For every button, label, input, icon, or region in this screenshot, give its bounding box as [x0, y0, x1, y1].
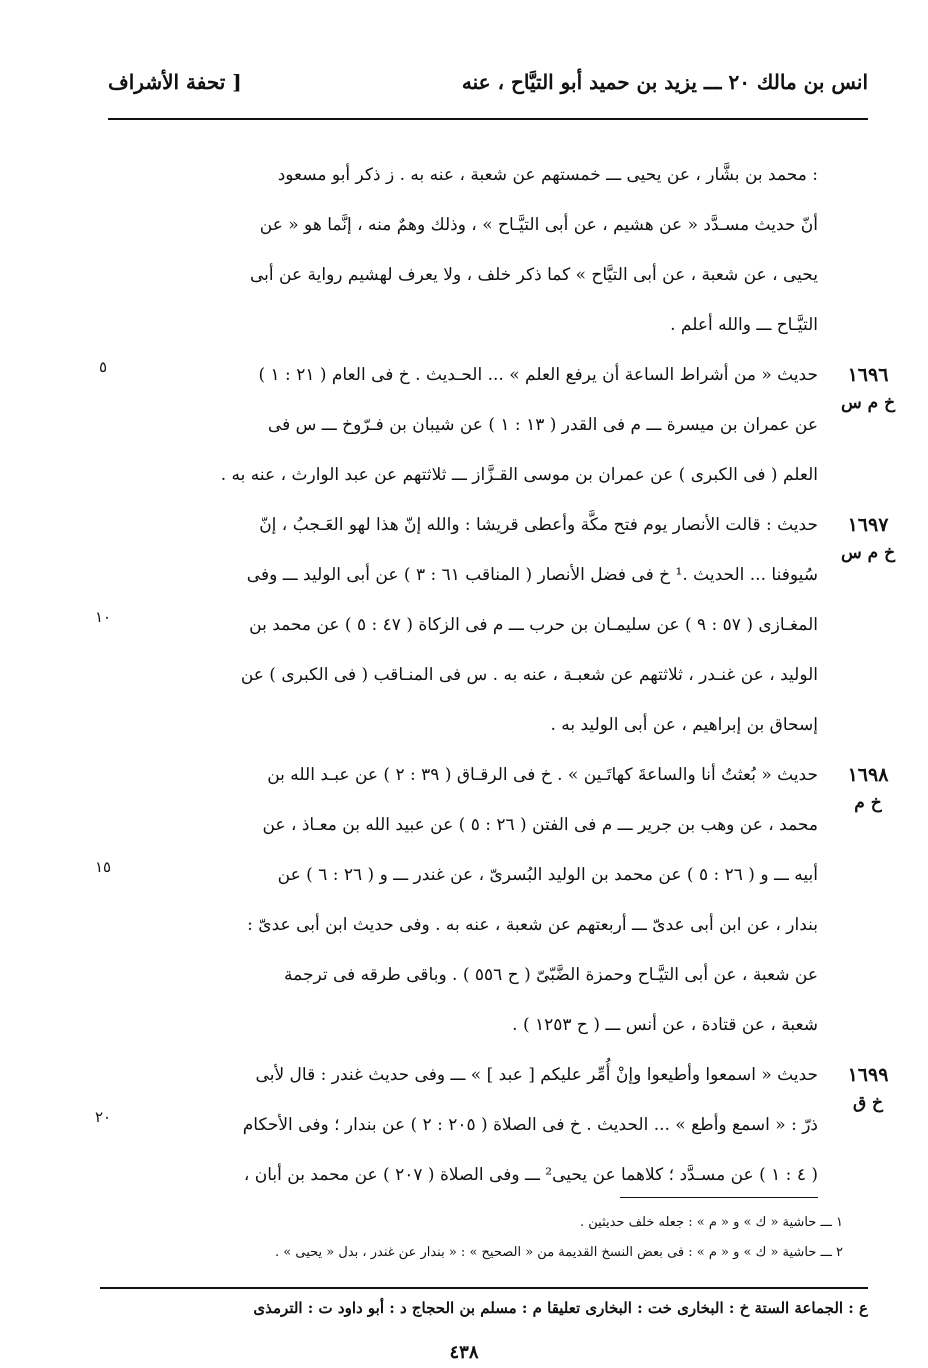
main-text — [94, 150, 896, 1200]
text-line: : محمد بن بشَّار ، عن يحيى ـــ خمستهم عن شعبة ، عنه به . ز ذكر أبو مسعود — [277, 165, 818, 185]
text-line: حديث : قالت الأنصار يوم فتح مكَّة وأعطى قريشا : والله إنّ هذا لهو العَـجبُ ، إنّ — [259, 515, 818, 535]
page-header — [108, 70, 868, 106]
footnote-rule — [620, 1197, 818, 1198]
entry-number: ١٦٩٩ — [847, 1064, 889, 1086]
margin-line-number: ١٥ — [94, 858, 112, 876]
text-line: محمد ، عن وهب بن جرير ـــ م فى الفتن ( ٢٦ : ٥ ) عن عبيد الله بن معـاذ ، عن — [262, 815, 818, 835]
entry-codes: خ م س — [840, 543, 896, 563]
footnote: ٢ ـــ حاشية « ك » و « م » : فى بعض النسخ القديمة من « الصحيح » : « بندار عن غندر ، بدل « يحيى » . — [275, 1245, 843, 1260]
entry-number: ١٦٩٦ — [847, 364, 889, 386]
header-rule — [108, 118, 868, 120]
entry-codes: خ ق — [852, 1093, 884, 1113]
text-line: عن عمران بن ميسرة ـــ م فى القدر ( ١٣ : ١ ) عن شيبان بن فـرّوخ ـــ س فى — [267, 415, 818, 435]
text-line: ذرّ : « اسمع وأطع » ... الحديث . خ فى الصلاة ( ٢٠٥ : ٢ ) عن بندار ؛ وفى الأحكام — [242, 1115, 818, 1135]
entry-codes: خ م — [854, 793, 882, 813]
text-line: بندار ، عن ابن أبى عدىّ ـــ أربعتهم عن شعبة ، عنه به . وفى حديث ابن أبى عدىّ : — [247, 915, 818, 935]
margin-line-number: ١٠ — [94, 608, 112, 626]
text-line: أنّ حديث مسـدَّد « عن هشيم ، عن أبى التيَّـاح » ، وذلك وهمٌ منه ، إنَّما هو « عن — [259, 215, 818, 235]
intro-paragraph — [118, 150, 818, 350]
abbreviations-legend: ع : الجماعة الستة خ : البخارى خت : البخارى تعليقا م : مسلم بن الحجاج د : أبو داود ت : الترمذى — [253, 1299, 868, 1317]
entry-number: ١٦٩٧ — [847, 514, 889, 536]
footnote: ١ ـــ حاشية « ك » و « م » : جعله خلف حديثين . — [579, 1215, 843, 1230]
entry-codes: خ م س — [840, 393, 896, 413]
text-line: ( ٤ : ١ ) عن مسـدَّد ؛ كلاهما عن يحيى² ـــ وفى الصلاة ( ٢٠٧ ) عن محمد بن أبان ، — [243, 1165, 818, 1185]
running-title: انس بن مالك ٢٠ ـــ يزيد بن حميد أبو التيَّاح ، عنه — [461, 70, 868, 94]
hadith-entry — [94, 1050, 889, 1200]
text-line: عن شعبة ، عن أبى التيَّـاح وحمزة الضَّبّىّ ( ح ٥٥٦ ) . وباقى طرقه فى ترجمة — [284, 965, 818, 985]
abbreviations-rule — [100, 1287, 868, 1289]
text-line: حديث « بُعثتُ أنا والساعةَ كهاتَـين » . خ فى الرقـاق ( ٣٩ : ٢ ) عن عبـد الله بن — [267, 765, 818, 785]
hadith-entry — [98, 350, 896, 500]
hadith-entry — [94, 750, 889, 1050]
margin-line-number: ٢٠ — [94, 1108, 112, 1126]
text-line: إسحاق بن إبراهيم ، عن أبى الوليد به . — [550, 715, 818, 735]
text-line: العلم ( فى الكبرى ) عن عمران بن موسى القـزَّاز ـــ ثلاثتهم عن عبد الوارث ، عنه به . — [220, 465, 818, 485]
text-line: التيَّـاح ـــ والله أعلم . — [670, 315, 818, 335]
book-title: [ تحفة الأشراف — [108, 70, 242, 94]
hadith-entry — [94, 500, 896, 750]
text-line: يحيى ، عن شعبة ، عن أبى التيَّاح » كما ذكر خلف ، ولا يعرف لهشيم رواية عن أبى — [250, 265, 818, 285]
margin-line-number: ٥ — [98, 358, 108, 376]
footnotes — [100, 1208, 843, 1268]
entry-number: ١٦٩٨ — [847, 764, 889, 786]
text-line: المغـازى ( ٥٧ : ٩ ) عن سليمـان بن حرب ـــ م فى الزكاة ( ٤٧ : ٥ ) عن محمد بن — [249, 615, 818, 635]
text-line: سُيوفنا ... الحديث .¹ خ فى فضل الأنصار ( المناقب ٦١ : ٣ ) عن أبى الوليد ـــ وفى — [246, 565, 818, 585]
text-line: حديث « اسمعوا وأطيعوا وإنْ أُمِّر عليكم [ عبد ] » ـــ وفى حديث غندر : قال لأبى — [255, 1065, 818, 1085]
text-line: أبيه ـــ و ( ٢٦ : ٥ ) عن محمد بن الوليد البُسرىّ ، عن غندر ـــ و ( ٢٦ : ٦ ) عن — [277, 865, 818, 885]
text-line: الوليد ، عن غنـدر ، ثلاثتهم عن شعبـة ، عنه به . س فى المنـاقب ( فى الكبرى ) عن — [240, 665, 818, 685]
text-line: حديث « من أشراط الساعة أن يرفع العلم » ... الحـديث . خ فى العام ( ٢١ : ١ ) — [258, 365, 818, 385]
page-number: ٤٣٨ — [449, 1342, 479, 1363]
text-line: شعبة ، عن قتادة ، عن أنس ـــ ( ح ١٢٥٣ ) . — [512, 1015, 818, 1035]
